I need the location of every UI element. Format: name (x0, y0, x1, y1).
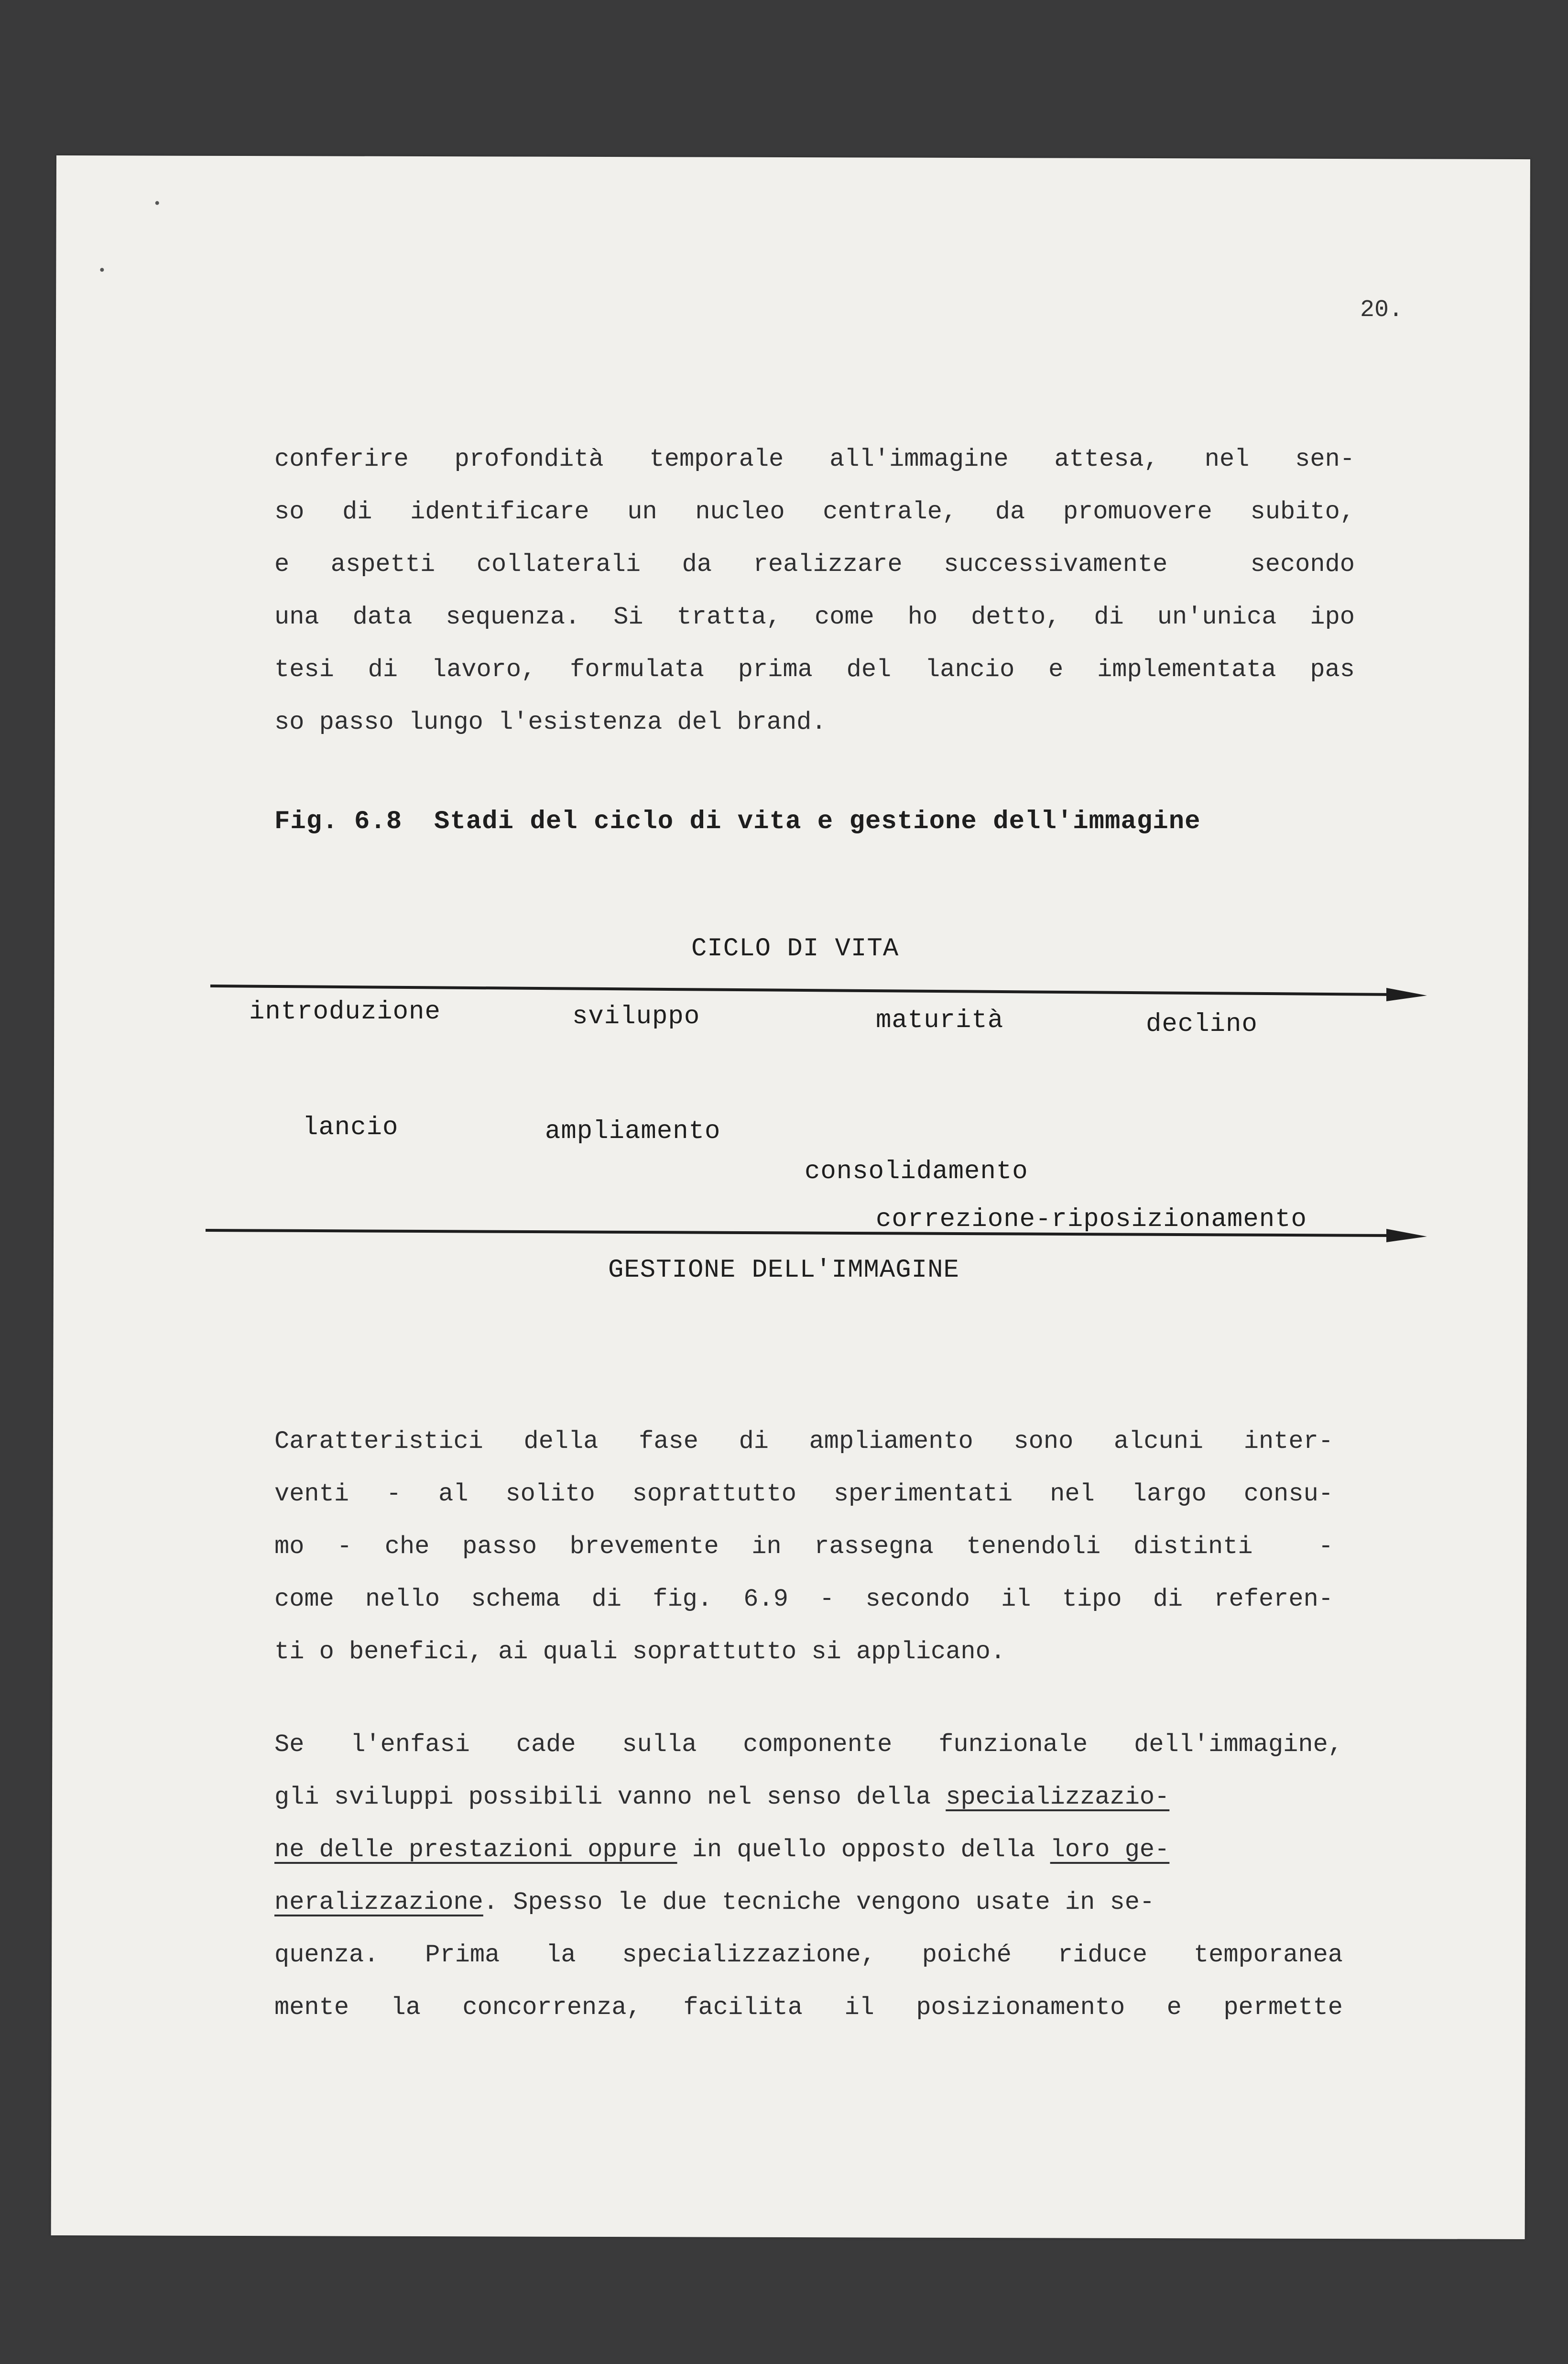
management-stage-ampliamento: ampliamento (545, 1117, 721, 1146)
lifecycle-stage-sviluppo: sviluppo (572, 1002, 700, 1031)
text-line: una data sequenza. Si tratta, come ho detto, di un'unica ipo (274, 603, 1355, 631)
text-line: come nello schema di fig. 6.9 - secondo il tipo di referen- (274, 1585, 1333, 1613)
text-line: ti o benefici, ai quali soprattutto si applicano. (274, 1638, 1006, 1666)
figure-caption: Fig. 6.8 Stadi del ciclo di vita e gestione dell'immagine (274, 807, 1201, 836)
text-line (274, 1824, 1343, 1876)
text-line: mente la concorrenza, facilita il posizionamento e permette (274, 1993, 1343, 2022)
text-line: conferire profondità temporale all'immagine attesa, nel sen- (274, 445, 1355, 473)
underlined-term: ne delle prestazioni oppure (274, 1836, 677, 1864)
top-arrow-label: CICLO DI VITA (691, 934, 899, 963)
management-stage-lancio: lancio (303, 1113, 399, 1142)
text-segment: gli sviluppi possibili vanno nel senso della (274, 1783, 946, 1811)
management-stage-correzione: correzione-riposizionamento (876, 1205, 1307, 1234)
page-number: 20. (1360, 296, 1404, 324)
paragraph-1 (274, 433, 1355, 749)
text-line: so di identificare un nucleo centrale, da promuovere subito, (274, 498, 1355, 526)
paragraph-3 (274, 1718, 1343, 2034)
text-line: Caratteristici della fase di ampliamento sono alcuni inter- (274, 1427, 1333, 1456)
text-line: e aspetti collaterali da realizzare successivamente secondo (274, 550, 1355, 579)
management-stage-consolidamento: consolidamento (805, 1157, 1028, 1186)
paper-speck (100, 268, 104, 272)
paragraph-2 (274, 1415, 1333, 1678)
management-arrow (0, 1215, 1568, 1262)
management-arrow-shaft (206, 1230, 1396, 1236)
paper-speck (155, 201, 159, 205)
lifecycle-arrow-shaft (210, 986, 1396, 995)
underlined-term: loro ge- (1050, 1836, 1170, 1864)
lifecycle-stage-introduzione: introduzione (249, 997, 441, 1027)
lifecycle-arrowhead (1386, 988, 1427, 1001)
lifecycle-stage-declino: declino (1146, 1010, 1258, 1039)
underlined-term: neralizzazione (274, 1888, 483, 1916)
lifecycle-arrow (0, 966, 1568, 1023)
underlined-term: specializzazio- (946, 1783, 1170, 1811)
text-line: mo - che passo brevemente in rassegna tenendoli distinti - (274, 1532, 1333, 1561)
lifecycle-stage-maturita: maturità (876, 1006, 1004, 1035)
text-line (274, 1771, 1343, 1824)
text-line: venti - al solito soprattutto sperimentati nel largo consu- (274, 1480, 1333, 1508)
text-segment: in quello opposto della (677, 1836, 1050, 1864)
bottom-arrow-label: GESTIONE DELL'IMMAGINE (608, 1256, 959, 1285)
management-arrowhead (1386, 1229, 1427, 1242)
text-line (274, 1876, 1343, 1929)
text-segment: . Spesso le due tecniche vengono usate in se- (483, 1888, 1155, 1916)
text-line: Se l'enfasi cade sulla componente funzionale dell'immagine, (274, 1730, 1343, 1759)
text-line: quenza. Prima la specializzazione, poiché riduce temporanea (274, 1941, 1343, 1969)
text-line: tesi di lavoro, formulata prima del lancio e implementata pas (274, 656, 1355, 684)
text-line: so passo lungo l'esistenza del brand. (274, 708, 827, 736)
